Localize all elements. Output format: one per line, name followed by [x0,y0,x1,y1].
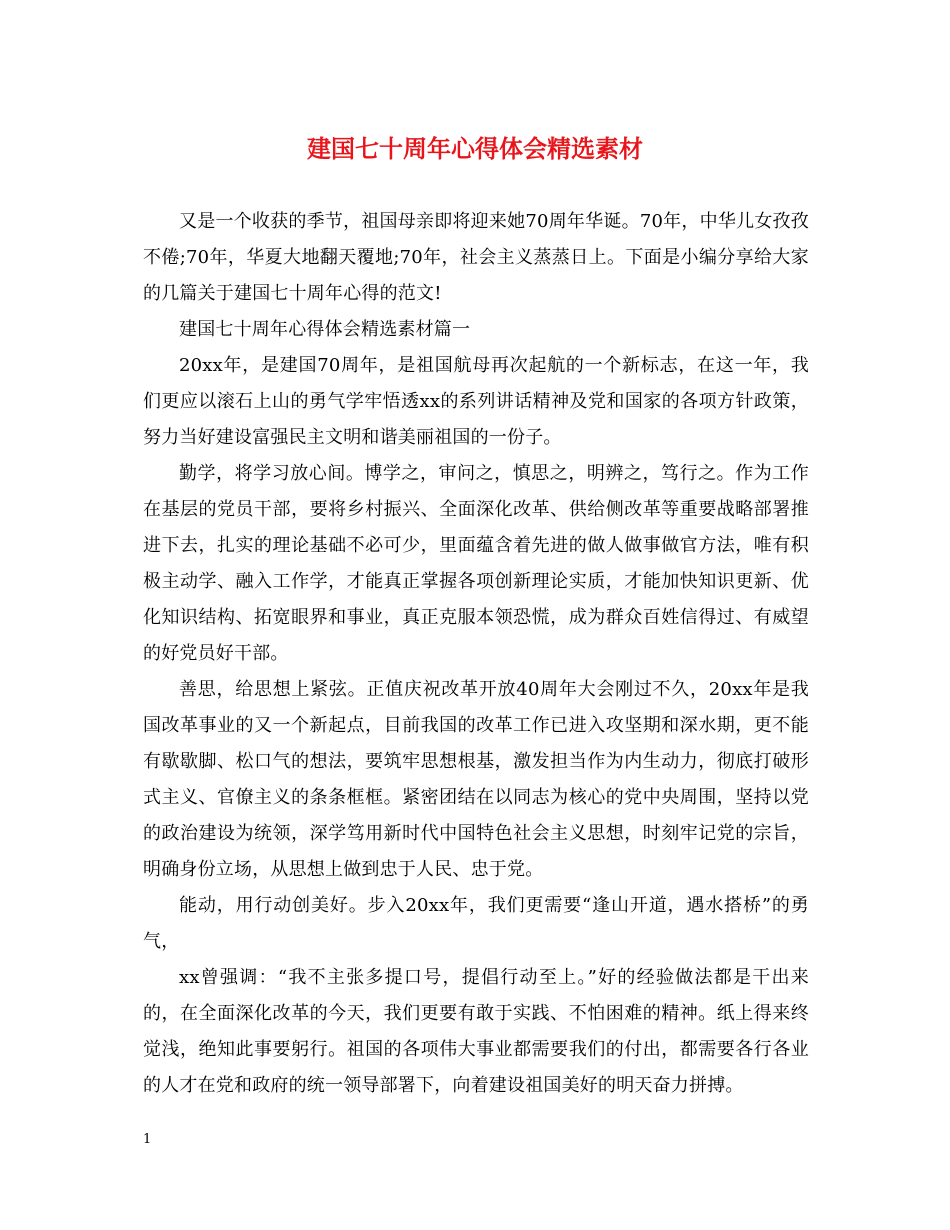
document-body [143,204,809,1104]
body-paragraph: 善思，给思想上紧弦。正值庆祝改革开放40周年大会刚过不久，20xx年是我国改革事业的又一个新起点，目前我国的改革工作已进入攻坚期和深水期，更不能有歇歇脚、松口气的想法，要筑牢思想根基，激发担当作为内生动力，彻底打破形式主义、官僚主义的条条框框。紧密团结在以同志为核心的党中央周围，坚持以党的政治建设为统领，深学笃用新时代中国特色社会主义思想，时刻牢记党的宗旨，明确身份立场，从思想上做到忠于人民、忠于党。 [143,679,809,880]
body-paragraph: 勤学，将学习放心间。博学之，审问之，慎思之，明辨之，笃行之。作为工作在基层的党员干部，要将乡村振兴、全面深化改革、供给侧改革等重要战略部署推进下去，扎实的理论基础不必可少，里面蕴含着先进的做人做事做官方法，唯有积极主动学、融入工作学，才能真正掌握各项创新理论实质，才能加快知识更新、优化知识结构、拓宽眼界和事业，真正克服本领恐慌，成为群众百姓信得过、有威望的好党员好干部。 [143,463,809,664]
intro-paragraph: 又是一个收获的季节，祖国母亲即将迎来她70周年华诞。70年，中华儿女孜孜不倦;70年，华夏大地翻天覆地;70年，社会主义蒸蒸日上。下面是小编分享给大家的几篇关于建国七十周年心得的范文! [143,211,809,304]
section-heading: 建国七十周年心得体会精选素材篇一 [179,319,471,340]
body-paragraph: 能动，用行动创美好。步入20xx年，我们更需要“逢山开道，遇水搭桥”的勇气， [143,895,809,952]
document-title: 建国七十周年心得体会精选素材 [307,134,643,163]
page-number: 1 [143,1132,152,1147]
body-paragraph: xx曾强调：“我不主张多提口号，提倡行动至上。”好的经验做法都是干出来的，在全面深化改革的今天，我们更要有敢于实践、不怕困难的精神。纸上得来终觉浅，绝知此事要躬行。祖国的各项伟大事业都需要我们的付出，都需要各行各业的人才在党和政府的统一领导部署下，向着建设祖国美好的明天奋力拼搏。 [143,967,809,1096]
body-paragraph: 20xx年，是建国70周年，是祖国航母再次起航的一个新标志，在这一年，我们更应以滚石上山的勇气学牢悟透xx的系列讲话精神及党和国家的各项方针政策，努力当好建设富强民主文明和谐美丽祖国的一份子。 [143,355,809,448]
